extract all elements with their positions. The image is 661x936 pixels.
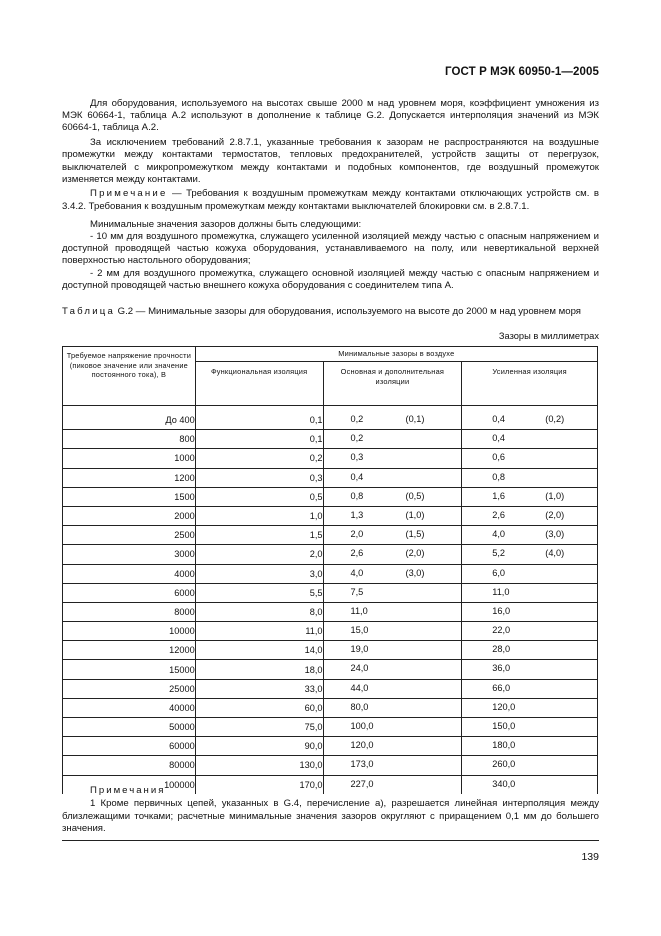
cell-functional: 14,0 [195,641,323,660]
cell-reinforced-value: 28,0 [492,644,511,655]
cell-functional: 170,0 [195,775,323,794]
table-row [63,679,598,698]
cell-reinforced [462,641,598,660]
cell-voltage: 40000 [63,698,196,717]
paragraph-exceptions: За исключением требований 2.8.7.1, указанные требования к зазорам не распространяются на воздушные промежутки между контактами термостатов, тепловых предохранителей, устройств защиты от перегрузок, выключателей с микропромежутком между контактами и подобных компонентов, где воздушный промежуток изменяется между контактами. [62,137,599,185]
cell-voltage: 25000 [63,679,196,698]
cell-voltage: 10000 [63,622,196,641]
cell-functional: 18,0 [195,660,323,679]
header-reinforced: Усиленная изоляция [462,362,598,406]
note-text: — Требования к воздушным промежуткам между контактами отключающих устройств см. в 3.4.2. Требования к воздушным промежуткам между контактами выключателей блокировки см. в 2.8.7.1. [62,188,599,212]
table-row [63,564,598,583]
cell-basic-value: 15,0 [350,625,369,636]
cell-basic [323,430,462,449]
cell-functional: 60,0 [195,698,323,717]
cell-reinforced-alt: (3,0) [545,529,565,540]
table-caption-text: G.2 — Минимальные зазоры для оборудования, используемого на высоте до 2000 м над уровнем моря [115,306,582,317]
cell-voltage: 50000 [63,718,196,737]
cell-reinforced-alt: (4,0) [545,548,565,559]
cell-basic-alt: (1,0) [405,509,425,520]
cell-reinforced [462,737,598,756]
document-header: ГОСТ Р МЭК 60950-1—2005 [445,66,599,78]
cell-basic [323,564,462,583]
cell-reinforced-alt: (1,0) [545,490,565,501]
body-text [62,98,599,292]
table-row [63,602,598,621]
cell-basic [323,468,462,487]
cell-basic-value: 120,0 [350,740,374,751]
cell-voltage: 1200 [63,468,196,487]
table-row [63,506,598,525]
header-voltage: Требуемое напряжение прочности (пиковое значение или значение постоянного тока), В [63,347,196,406]
cell-reinforced [462,526,598,545]
cell-basic [323,641,462,660]
cell-reinforced-value: 2,6 [492,509,506,520]
cell-functional: 0,1 [195,411,323,430]
cell-basic-alt: (3,0) [405,567,425,578]
paragraph-min-values: Минимальные значения зазоров должны быть следующими: [90,218,362,230]
cell-reinforced [462,487,598,506]
table-row [63,583,598,602]
cell-voltage: 800 [63,430,196,449]
cell-voltage: 100000 [63,775,196,794]
cell-reinforced [462,718,598,737]
notes-title: Примечания [90,785,166,796]
cell-reinforced [462,506,598,525]
note-label: Примечание [90,188,168,200]
cell-reinforced-value: 1,6 [492,490,506,501]
cell-basic [323,622,462,641]
cell-reinforced-value: 180,0 [492,740,516,751]
table-body [63,406,598,794]
cell-basic-value: 0,4 [350,471,364,482]
cell-basic [323,737,462,756]
cell-basic [323,526,462,545]
cell-basic-alt: (0,1) [405,414,425,424]
cell-basic-value: 1,3 [350,509,364,520]
table-row [63,487,598,506]
cell-reinforced-value: 0,4 [492,433,506,444]
cell-functional: 0,3 [195,468,323,487]
cell-basic [323,679,462,698]
cell-reinforced [462,564,598,583]
cell-reinforced-value: 150,0 [492,721,516,731]
table-units: Зазоры в миллиметрах [498,331,599,341]
cell-basic [323,583,462,602]
cell-basic-value: 80,0 [350,701,369,712]
cell-reinforced [462,545,598,564]
cell-basic-value: 0,8 [350,490,364,501]
cell-basic-value: 0,3 [350,452,364,463]
cell-basic [323,718,462,737]
cell-basic-value: 173,0 [350,759,374,770]
cell-functional: 0,1 [195,430,323,449]
cell-functional: 11,0 [195,622,323,641]
cell-functional: 1,0 [195,506,323,525]
cell-reinforced [462,679,598,698]
cell-reinforced-value: 0,6 [492,452,506,463]
cell-basic-value: 11,0 [350,605,368,616]
cell-reinforced [462,622,598,641]
cell-reinforced-alt: (0,2) [545,414,565,424]
notes-block [62,785,599,836]
cell-voltage: 15000 [63,660,196,679]
cell-basic [323,602,462,621]
cell-basic-alt: (2,0) [405,548,425,559]
cell-basic [323,487,462,506]
cell-voltage: 1500 [63,487,196,506]
cell-reinforced-value: 66,0 [492,682,511,693]
cell-reinforced [462,602,598,621]
cell-reinforced-alt: (2,0) [545,509,565,520]
cell-reinforced-value: 340,0 [492,778,516,789]
cell-reinforced [462,449,598,468]
cell-functional: 0,2 [195,449,323,468]
cell-basic-value: 0,2 [350,433,364,444]
table-row [63,660,598,679]
cell-basic [323,449,462,468]
cell-functional: 8,0 [195,602,323,621]
cell-reinforced-value: 260,0 [492,759,516,770]
paragraph-2mm: - 2 мм для воздушного промежутка, служащего основной изоляцией между частью с опасным напряжением и доступной проводящей частью внешнего кожуха оборудования с соединителем типа А. [62,267,599,291]
cell-reinforced-value: 22,0 [492,625,511,636]
paragraph-10mm: - 10 мм для воздушного промежутка, служащего усиленной изоляцией между частью с опасным напряжением и доступной проводящей частью кожуха оборудования, устанавливаемого на полу, или невертикальной верхней поверхностью настольного оборудования; [62,231,599,267]
cell-basic [323,506,462,525]
cell-voltage: 4000 [63,564,196,583]
table-row [63,737,598,756]
cell-basic [323,411,462,430]
cell-voltage: 80000 [63,756,196,775]
cell-functional: 75,0 [195,718,323,737]
table-row [63,430,598,449]
cell-reinforced-value: 0,4 [492,414,506,424]
paragraph-altitude: Для оборудования, используемого на высотах свыше 2000 м над уровнем моря, коэффициент умножения из МЭК 60664-1, таблица А.2 используют в дополнение к таблице G.2. Допускается интерполяция значений из МЭК 60664-1, таблица А.2. [62,98,599,134]
cell-voltage: 6000 [63,583,196,602]
cell-reinforced [462,756,598,775]
table-row [63,641,598,660]
table-row [63,622,598,641]
cell-basic-value: 0,2 [350,414,364,424]
cell-functional: 33,0 [195,679,323,698]
header-basic: Основная и дополнительная изоляции [323,362,462,406]
cell-functional: 1,5 [195,526,323,545]
cell-voltage: 1000 [63,449,196,468]
cell-voltage: 2500 [63,526,196,545]
table-row [63,756,598,775]
cell-functional: 130,0 [195,756,323,775]
cell-reinforced-value: 120,0 [492,701,516,712]
table-row [63,698,598,717]
bottom-divider [62,840,599,841]
table-caption-label: Таблица [62,306,116,317]
cell-voltage: 2000 [63,506,196,525]
cell-basic [323,756,462,775]
cell-reinforced-value: 5,2 [492,548,506,559]
table-row [63,468,598,487]
cell-basic-value: 4,0 [350,567,364,578]
cell-basic [323,698,462,717]
cell-reinforced-value: 0,8 [492,471,506,482]
cell-reinforced-value: 4,0 [492,529,506,540]
cell-reinforced [462,411,598,430]
cell-basic-value: 44,0 [350,682,369,693]
cell-reinforced [462,698,598,717]
cell-voltage: 60000 [63,737,196,756]
cell-reinforced [462,468,598,487]
cell-reinforced-value: 16,0 [492,605,511,616]
cell-reinforced-value: 6,0 [492,567,506,578]
table-row [63,718,598,737]
cell-voltage: 8000 [63,602,196,621]
note-paragraph [62,188,599,212]
cell-voltage: До 400 [63,411,196,430]
cell-functional: 3,0 [195,564,323,583]
cell-reinforced [462,660,598,679]
note-1: 1 Кроме первичных цепей, указанных в G.4, перечисление а), разрешается линейная интерполяция между близлежащими точками; расчетные минимальные значения зазоров округляют с приращением 0,1 мм до большего значения. [62,798,599,835]
cell-basic [323,660,462,679]
cell-functional: 5,5 [195,583,323,602]
cell-functional: 0,5 [195,487,323,506]
cell-basic-value: 7,5 [350,586,364,597]
header-min-clearances: Минимальные зазоры в воздухе [195,347,597,362]
table-row [63,411,598,430]
cell-reinforced-value: 36,0 [492,663,511,674]
cell-voltage: 12000 [63,641,196,660]
table-row [63,526,598,545]
cell-reinforced [462,430,598,449]
cell-basic [323,545,462,564]
page-number: 139 [581,851,599,863]
cell-reinforced [462,583,598,602]
cell-functional: 2,0 [195,545,323,564]
header-functional: Функциональная изоляция [195,362,323,406]
cell-basic-alt: (0,5) [405,490,425,501]
cell-functional: 90,0 [195,737,323,756]
cell-basic-value: 227,0 [350,778,374,789]
cell-basic-alt: (1,5) [405,529,425,540]
cell-basic-value: 2,0 [350,529,364,540]
table-row [63,545,598,564]
cell-basic-value: 24,0 [350,663,369,674]
table-row [63,449,598,468]
table-caption [62,306,599,318]
cell-basic-value: 19,0 [350,644,369,655]
cell-basic-value: 100,0 [350,721,374,731]
cell-basic-value: 2,6 [350,548,364,559]
cell-reinforced-value: 11,0 [492,586,510,597]
clearance-table [62,346,598,794]
cell-voltage: 3000 [63,545,196,564]
